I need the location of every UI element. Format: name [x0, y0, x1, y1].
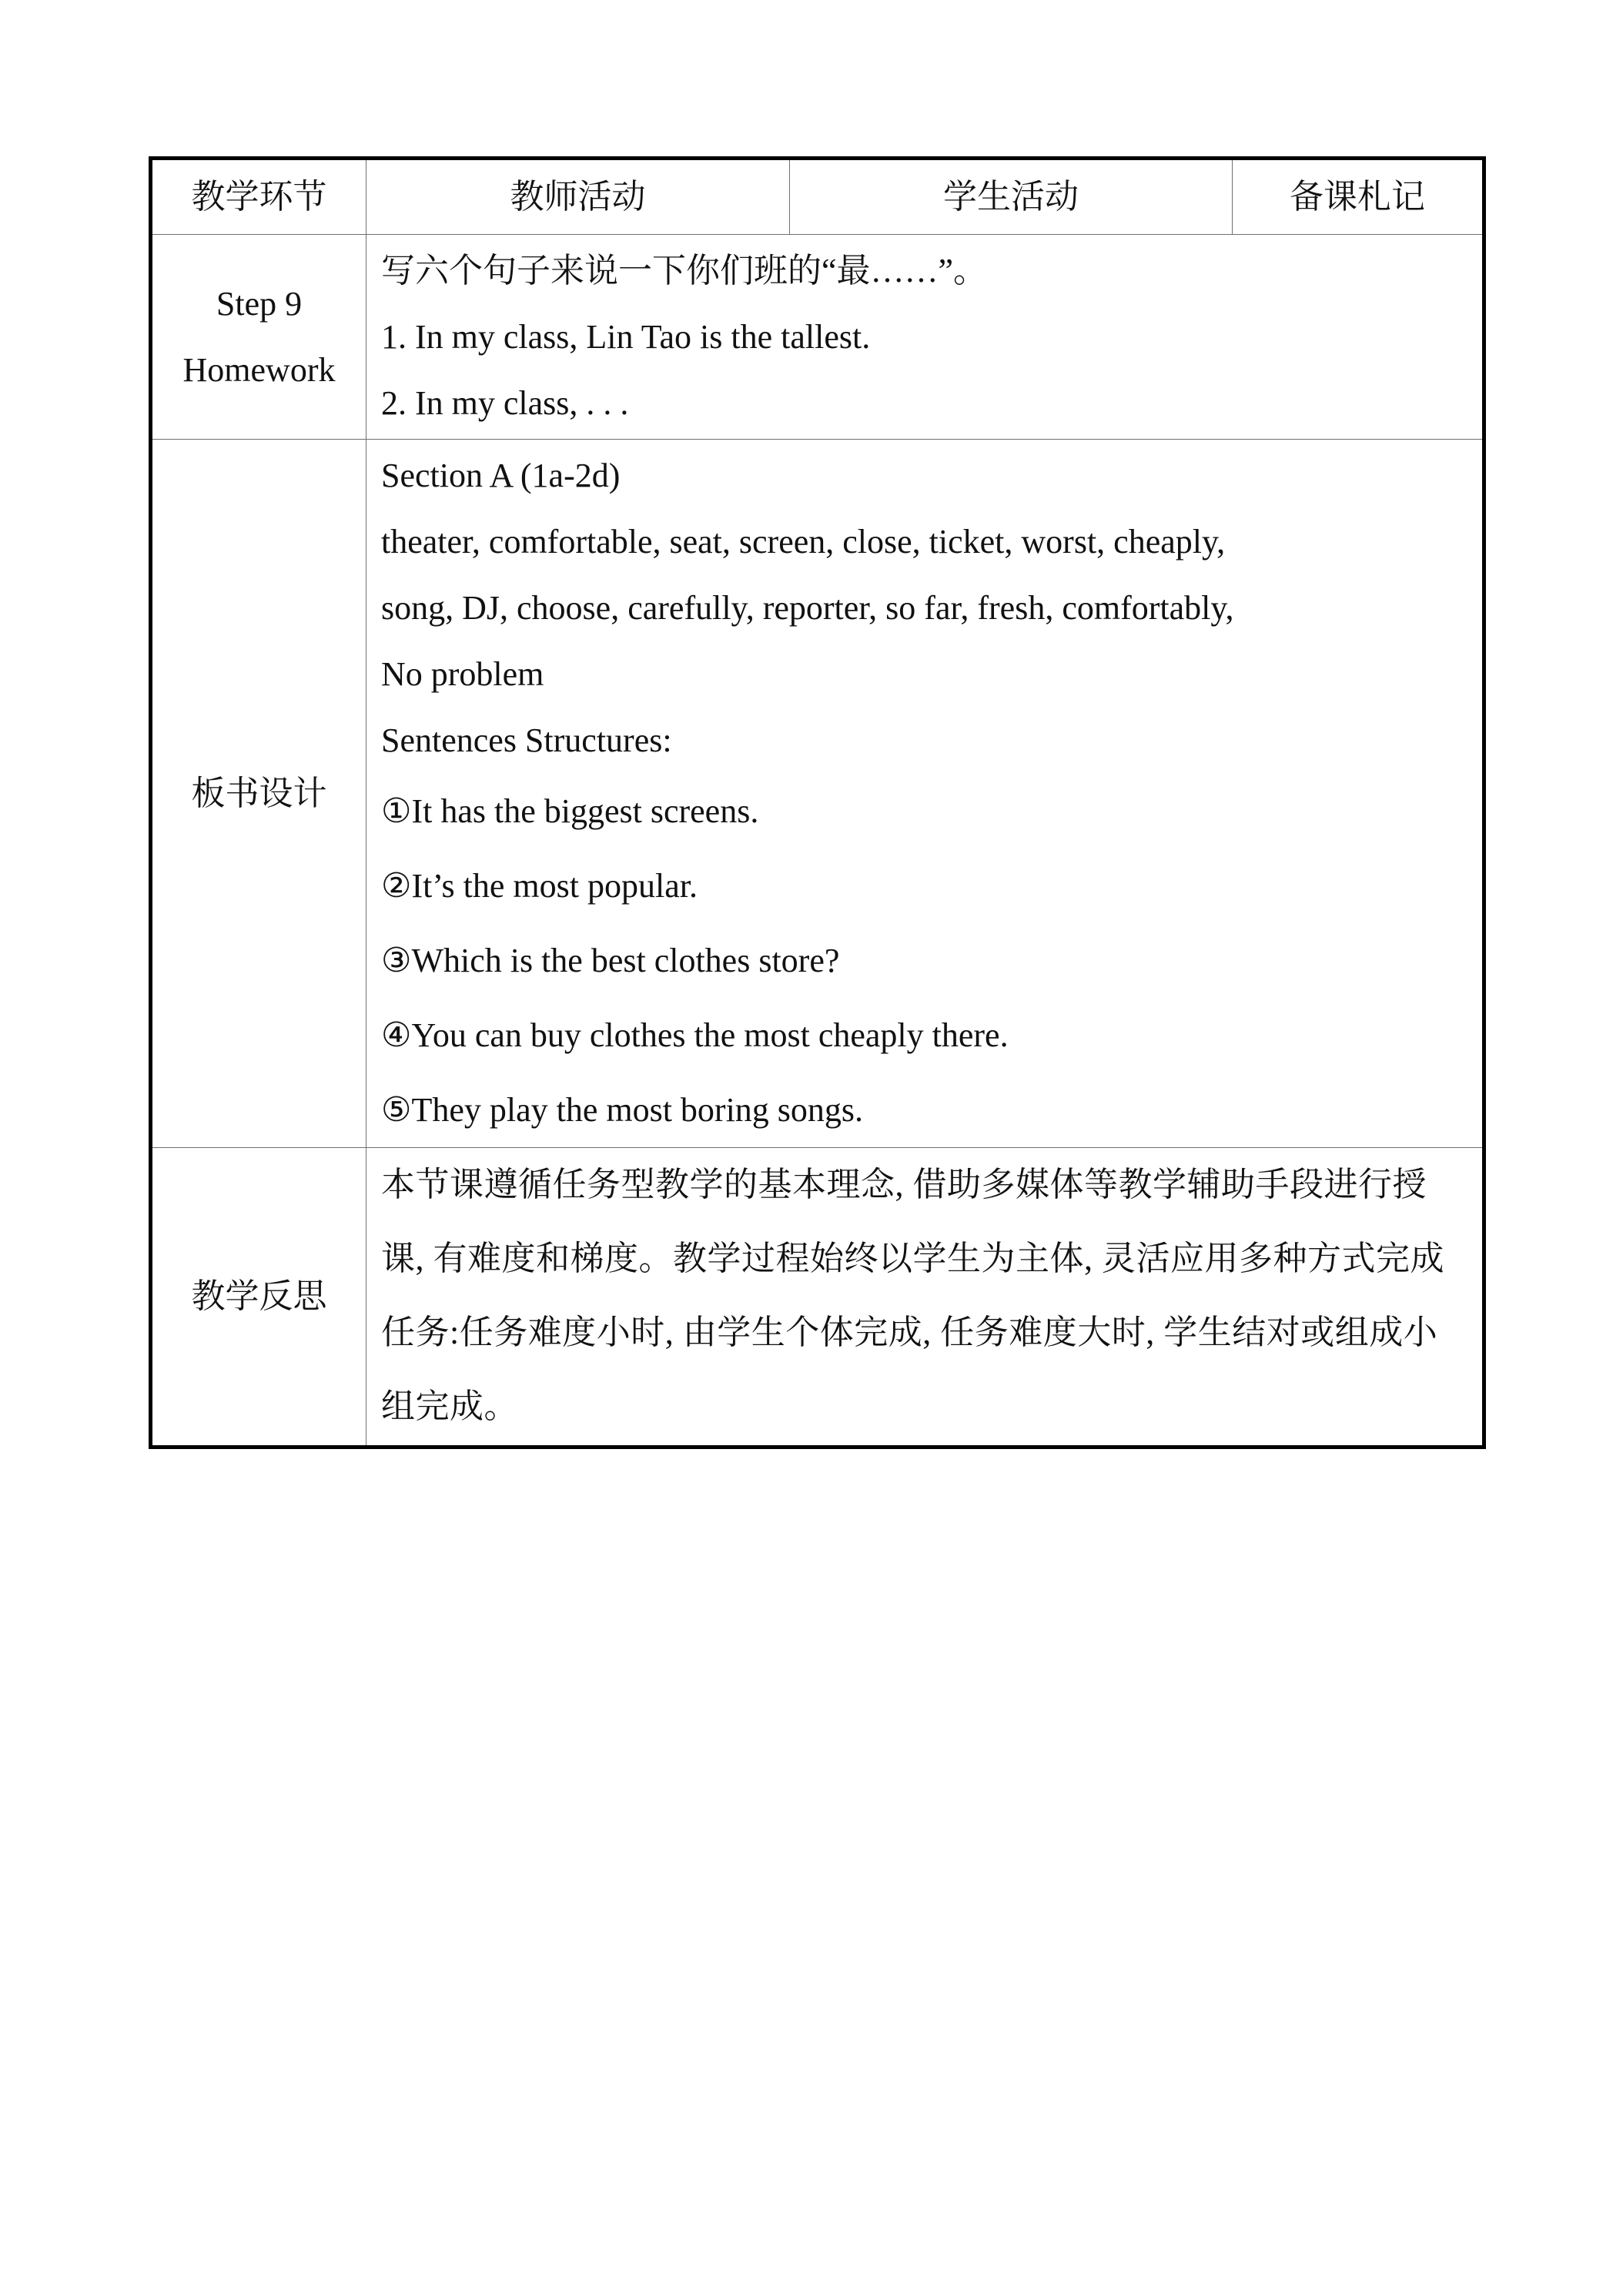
reflection-content-cell — [366, 1148, 1484, 1448]
homework-step-cell — [151, 235, 366, 440]
reflection-content — [381, 1148, 1468, 1444]
reflection-step-cell: 教学反思 — [151, 1148, 366, 1448]
board-design-content — [381, 440, 1468, 1147]
vocabulary-line-3: No problem — [381, 655, 544, 693]
sentence-4: ④You can buy clothes the most cheaply there. — [381, 1016, 1009, 1054]
homework-step-title: Homework — [182, 350, 336, 389]
section-title: Section A (1a-2d) — [381, 457, 621, 494]
lesson-plan-table — [149, 156, 1486, 1449]
board-design-step-cell: 板书设计 — [151, 440, 366, 1148]
header-row — [151, 159, 1484, 235]
homework-content-cell — [366, 235, 1484, 440]
homework-example-1: 1. In my class, Lin Tao is the tallest. — [381, 318, 871, 356]
structures-label: Sentences Structures: — [381, 721, 672, 759]
homework-content — [381, 235, 1468, 437]
homework-step-number: Step 9 — [216, 284, 303, 323]
homework-row — [151, 235, 1484, 440]
board-design-content-cell — [366, 440, 1484, 1148]
vocabulary-line-1: theater, comfortable, seat, screen, close, ticket, worst, cheaply, — [381, 523, 1226, 561]
header-lesson-notes: 备课札记 — [1233, 159, 1484, 235]
header-student-activity: 学生活动 — [790, 159, 1233, 235]
homework-example-2: 2. In my class, . . . — [381, 384, 629, 422]
vocabulary-line-2: song, DJ, choose, carefully, reporter, so far, fresh, comfortably, — [381, 589, 1234, 627]
sentence-2: ②It’s the most popular. — [381, 867, 698, 905]
board-design-row — [151, 440, 1484, 1148]
reflection-text: 本节课遵循任务型教学的基本理念, 借助多媒体等教学辅助手段进行授课, 有难度和梯度。教学过程始终以学生为主体, 灵活应用多种方式完成任务:任务难度小时, 由学生个体完成, 任务难度大时, 学生结对或组成小组完成。 — [381, 1166, 1444, 1425]
sentence-1: ①It has the biggest screens. — [381, 792, 759, 830]
header-teacher-activity: 教师活动 — [366, 159, 790, 235]
homework-instruction: 写六个句子来说一下你们班的“最……”。 — [381, 252, 988, 290]
sentence-3: ③Which is the best clothes store? — [381, 942, 840, 979]
header-step: 教学环节 — [151, 159, 366, 235]
reflection-row — [151, 1148, 1484, 1448]
sentence-5: ⑤They play the most boring songs. — [381, 1091, 864, 1129]
